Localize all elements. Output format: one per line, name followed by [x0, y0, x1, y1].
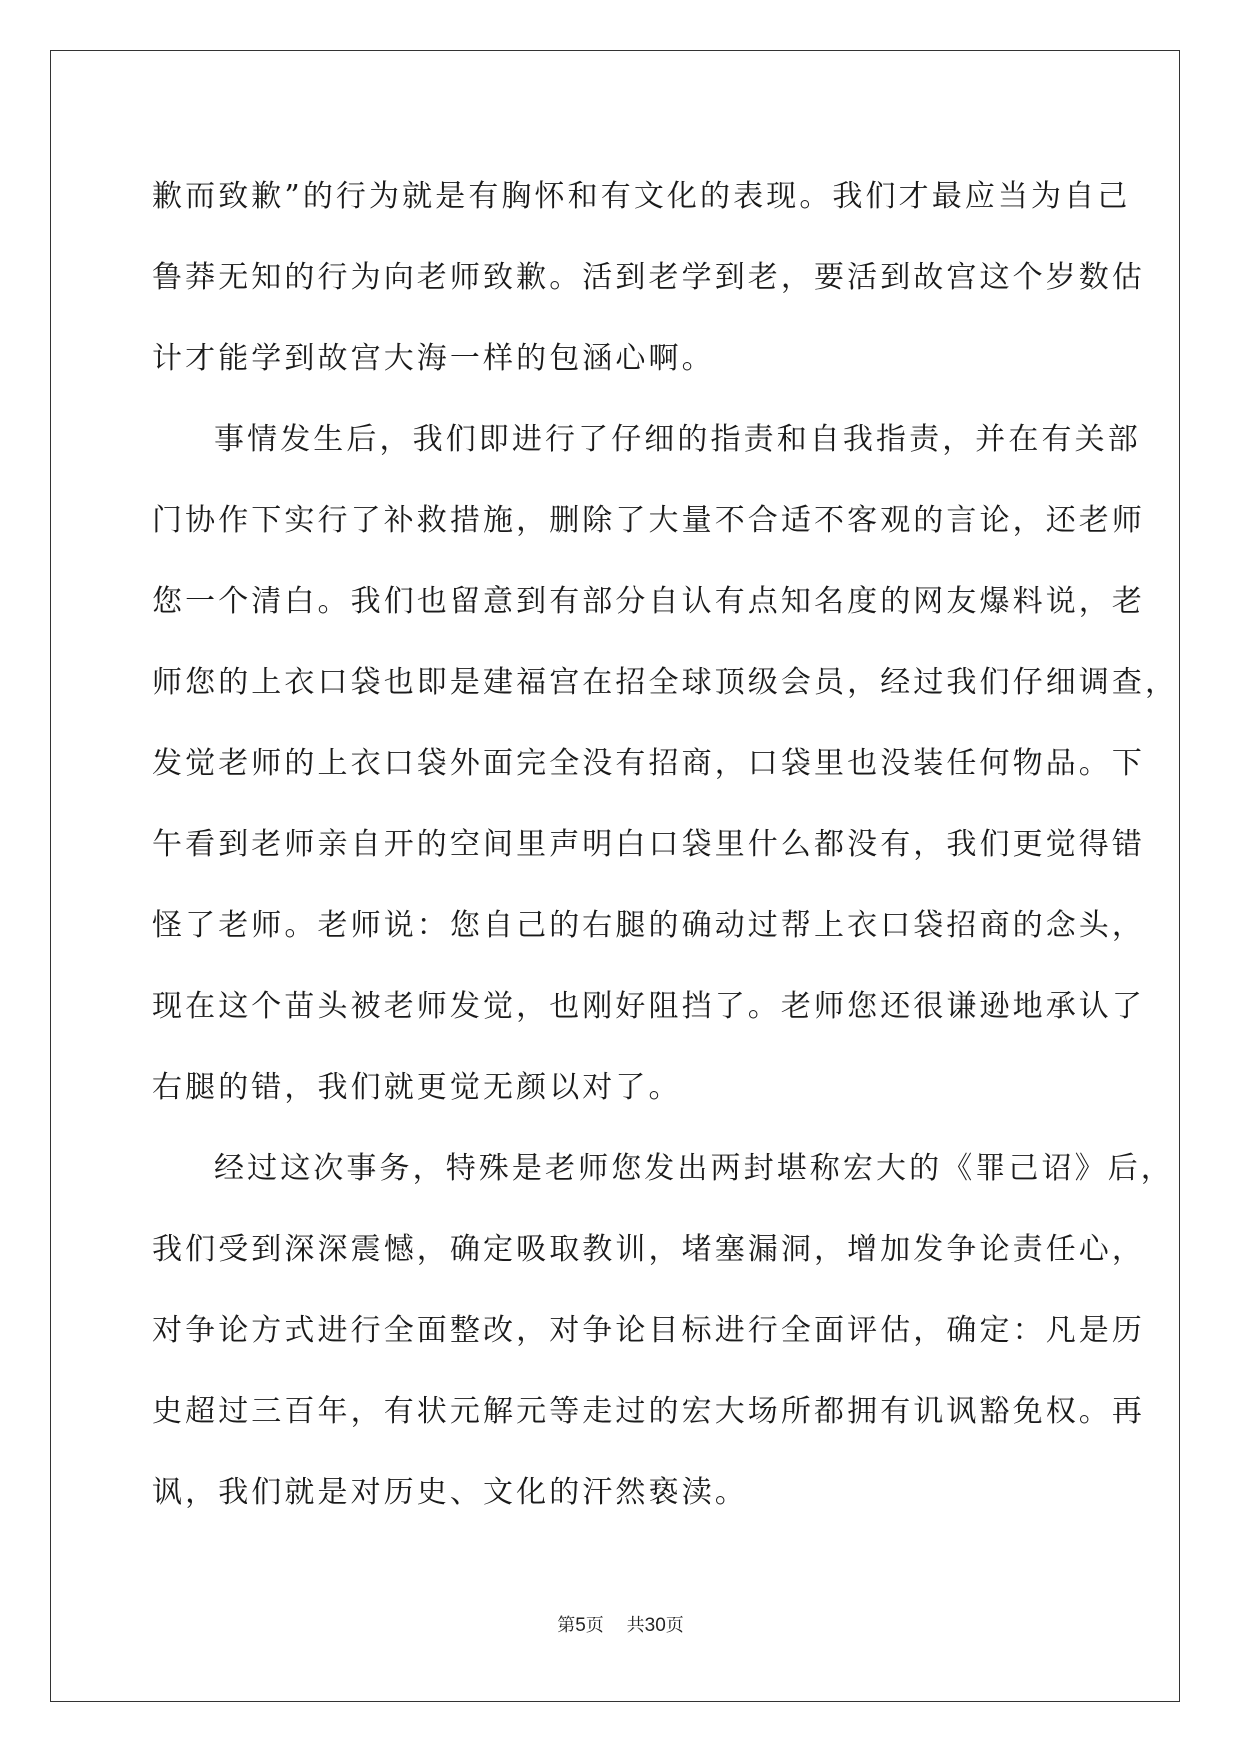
text-line: 史超过三百年，有状元解元等走过的宏大场所都拥有讥讽豁免权。再: [152, 1394, 1145, 1429]
text-line: 右腿的错，我们就更觉无颜以对了。: [152, 1070, 682, 1105]
current-page-number: 5: [575, 1615, 586, 1636]
text-line: 您一个清白。我们也留意到有部分自认有点知名度的网友爆料说，老: [152, 584, 1145, 619]
text-line: 门协作下实行了补救措施，删除了大量不合适不客观的言论，还老师: [152, 503, 1145, 538]
total-pages-number: 30: [644, 1615, 666, 1636]
text-line: 我们受到深深震憾，确定吸取教训，堵塞漏洞，增加发争论责任心，: [152, 1232, 1145, 1267]
paragraph-start-line: 事情发生后，我们即进行了仔细的指责和自我指责，并在有关部: [214, 422, 1141, 457]
text-line: 怪了老师。老师说：您自己的右腿的确动过帮上衣口袋招商的念头，: [152, 908, 1145, 943]
text-line: 鲁莽无知的行为向老师致歉。活到老学到老，要活到故宫这个岁数估: [152, 260, 1145, 295]
footer-prefix: 第: [557, 1615, 576, 1636]
document-body: [152, 156, 1179, 1533]
footer-middle: 页 共: [585, 1615, 645, 1636]
text-line: 发觉老师的上衣口袋外面完全没有招商，口袋里也没装任何物品。下: [152, 746, 1145, 781]
page-footer: [0, 1611, 1241, 1637]
text-line: 对争论方式进行全面整改，对争论目标进行全面评估，确定：凡是历: [152, 1313, 1145, 1348]
text-line: 师您的上衣口袋也即是建福宫在招全球顶级会员，经过我们仔细调查，: [152, 665, 1179, 700]
paragraph-start-line: 经过这次事务，特殊是老师您发出两封堪称宏大的《罪己诏》后，: [214, 1151, 1174, 1186]
text-line: 讽，我们就是对历史、文化的汗然亵渎。: [152, 1475, 748, 1510]
text-line: 现在这个苗头被老师发觉，也刚好阻挡了。老师您还很谦逊地承认了: [152, 989, 1145, 1024]
text-line: 歉而致歉”的行为就是有胸怀和有文化的表现。我们才最应当为自己: [152, 179, 1131, 214]
text-line: 计才能学到故宫大海一样的包涵心啊。: [152, 341, 715, 376]
footer-suffix: 页: [665, 1615, 684, 1636]
text-line: 午看到老师亲自开的空间里声明白口袋里什么都没有，我们更觉得错: [152, 827, 1145, 862]
